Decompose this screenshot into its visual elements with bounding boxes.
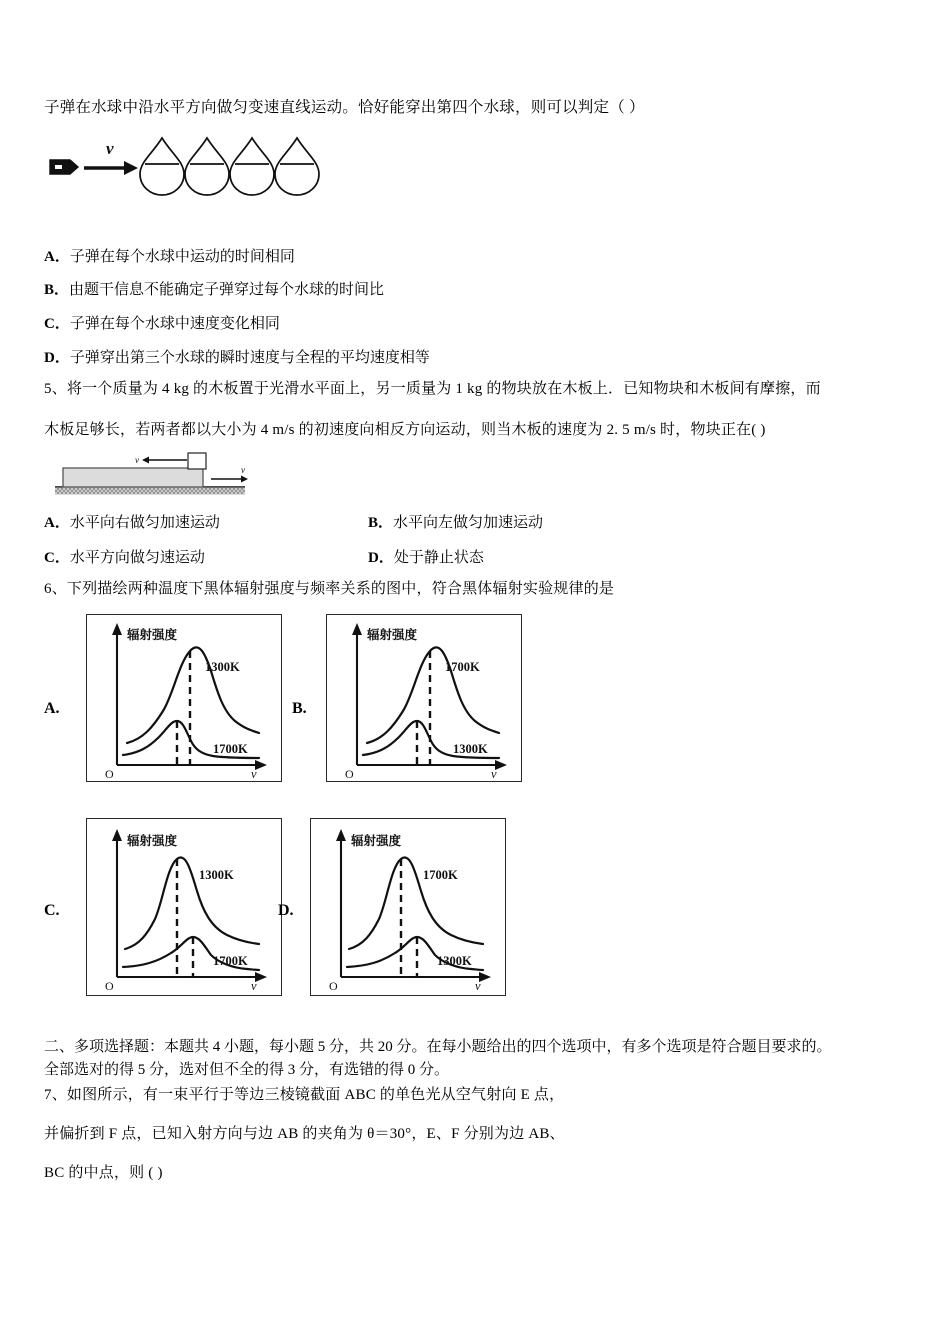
q4-option-d[interactable] xyxy=(44,346,430,367)
q6-chart-a-origin: O xyxy=(105,767,114,781)
question-7-stem-line-1: 7、如图所示，有一束平行于等边三棱镜截面 ABC 的单色光从空气射向 E 点， xyxy=(44,1087,565,1103)
q5-option-d-label: D． xyxy=(368,550,394,566)
q6-option-d-label[interactable]: D. xyxy=(278,902,294,919)
q6-chart-b-ylabel: 辐射强度 xyxy=(367,628,418,642)
question-5-stem-line-2: 木板足够长，若两者都以大小为 4 m/s 的初速度向相反方向运动，则当木板的速度为 2. 5 m/s 时，物块正在( ) xyxy=(44,422,766,438)
q6-chart-c-series-2-label: 1700K xyxy=(213,954,248,968)
q6-chart-a-series-1-label: 1300K xyxy=(205,660,240,674)
q5-option-a-label: A． xyxy=(44,515,70,531)
q4-option-c[interactable] xyxy=(44,312,280,333)
q6-chart-d-xlabel: ν xyxy=(475,979,481,993)
q4-option-a-text: 子弹在每个水球中运动的时间相同 xyxy=(69,249,295,265)
velocity-arrow-icon xyxy=(84,161,138,175)
q4-option-c-label: C． xyxy=(44,316,70,332)
q5-option-c-text: 水平方向做匀速运动 xyxy=(69,550,205,566)
q5-option-b-label: B． xyxy=(368,515,394,531)
question-7-stem-line-2: 并偏折到 F 点，已知入射方向与边 AB 的夹角为 θ＝30°，E、F 分别为边 AB、 xyxy=(44,1126,565,1142)
q6-chart-c-ylabel: 辐射强度 xyxy=(127,834,178,848)
water-balloon-3 xyxy=(230,138,274,195)
section-2-heading-line-2: 全部选对的得 5 分，选对但不全的得 3 分，有选错的得 0 分。 xyxy=(44,1062,450,1078)
q6-chart-b xyxy=(326,614,522,782)
q6-chart-b-series-1-label: 1700K xyxy=(445,660,480,674)
q6-chart-a-xlabel: ν xyxy=(251,767,257,781)
q6-chart-c-origin: O xyxy=(105,979,114,993)
q6-chart-c xyxy=(86,818,282,996)
q5-option-a[interactable] xyxy=(44,511,220,532)
q5-option-a-text: 水平向右做匀加速运动 xyxy=(69,515,220,531)
q4-option-d-label: D． xyxy=(44,350,70,366)
q6-chart-c-curve-tall xyxy=(125,858,259,949)
q6-chart-d-series-1-label: 1700K xyxy=(423,868,458,882)
q4-option-a[interactable] xyxy=(44,245,295,266)
q4-option-d-text: 子弹穿出第三个水球的瞬时速度与全程的平均速度相等 xyxy=(69,350,430,366)
board-velocity-arrow-icon xyxy=(211,476,248,483)
q5-option-b-text: 水平向左做匀加速运动 xyxy=(393,515,544,531)
q5-option-b[interactable] xyxy=(368,511,543,532)
question-5-stem-line-1: 5、将一个质量为 4 kg 的木板置于光滑水平面上，另一质量为 1 kg 的物块放在木板上．已知物块和木板间有摩擦，而 xyxy=(44,381,821,397)
q6-option-b-label[interactable]: B. xyxy=(292,700,307,717)
q6-chart-a-series-2-label: 1700K xyxy=(213,742,248,756)
q6-chart-a-ylabel: 辐射强度 xyxy=(127,628,178,642)
wooden-board xyxy=(63,468,203,487)
ground-surface xyxy=(55,487,245,495)
water-balloon-4 xyxy=(275,138,319,195)
q6-chart-d-origin: O xyxy=(329,979,338,993)
section-2-heading-line-1: 二、多项选择题：本题共 4 小题，每小题 5 分，共 20 分。在每小题给出的四个选项中，有多个选项是符合题目要求的。 xyxy=(44,1039,832,1055)
q6-chart-b-series-2-label: 1300K xyxy=(453,742,488,756)
q4-option-a-label: A． xyxy=(44,249,70,265)
velocity-label-v: v xyxy=(106,139,114,158)
water-balloon-2 xyxy=(185,138,229,195)
q6-chart-c-xlabel: ν xyxy=(251,979,257,993)
block-on-board xyxy=(188,453,206,469)
q5-option-d[interactable] xyxy=(368,546,484,567)
q6-chart-b-xlabel: ν xyxy=(491,767,497,781)
q6-option-c-label[interactable]: C. xyxy=(44,902,60,919)
question-7-stem-line-3: BC 的中点，则 ( ) xyxy=(44,1165,163,1181)
q4-option-b[interactable] xyxy=(44,278,384,299)
question-4-stem: 子弹在水球中沿水平方向做匀变速直线运动。恰好能穿出第四个水球，则可以判定（ ） xyxy=(44,99,645,116)
q6-chart-d-curve-tall xyxy=(349,858,483,949)
board-block-on-ground-diagram xyxy=(45,448,285,498)
q6-chart-d-ylabel: 辐射强度 xyxy=(351,834,402,848)
q6-option-a-label[interactable]: A. xyxy=(44,700,60,717)
q4-option-b-text: 由题干信息不能确定子弹穿过每个水球的时间比 xyxy=(69,282,385,298)
q5-option-d-text: 处于静止状态 xyxy=(393,550,484,566)
q6-chart-b-origin: O xyxy=(345,767,354,781)
q5-option-c[interactable] xyxy=(44,546,205,567)
q4-option-b-label: B． xyxy=(44,282,70,298)
water-balloon-1 xyxy=(140,138,184,195)
q6-chart-a xyxy=(86,614,282,782)
block-velocity-arrow-icon xyxy=(142,457,187,464)
q4-option-c-text: 子弹在每个水球中速度变化相同 xyxy=(69,316,280,332)
block-velocity-label-v: v xyxy=(135,455,139,465)
question-6-stem: 6、下列描绘两种温度下黑体辐射强度与频率关系的图中，符合黑体辐射实验规律的是 xyxy=(44,581,615,597)
q6-chart-d-series-2-label: 1300K xyxy=(437,954,472,968)
water-balloon-group xyxy=(140,138,319,195)
board-velocity-label-v: v xyxy=(241,465,245,475)
q6-chart-d xyxy=(310,818,506,996)
q5-option-c-label: C． xyxy=(44,550,70,566)
bullet-icon xyxy=(50,160,78,174)
bullet-water-balloons-diagram xyxy=(44,132,344,204)
q6-chart-c-series-1-label: 1300K xyxy=(199,868,234,882)
